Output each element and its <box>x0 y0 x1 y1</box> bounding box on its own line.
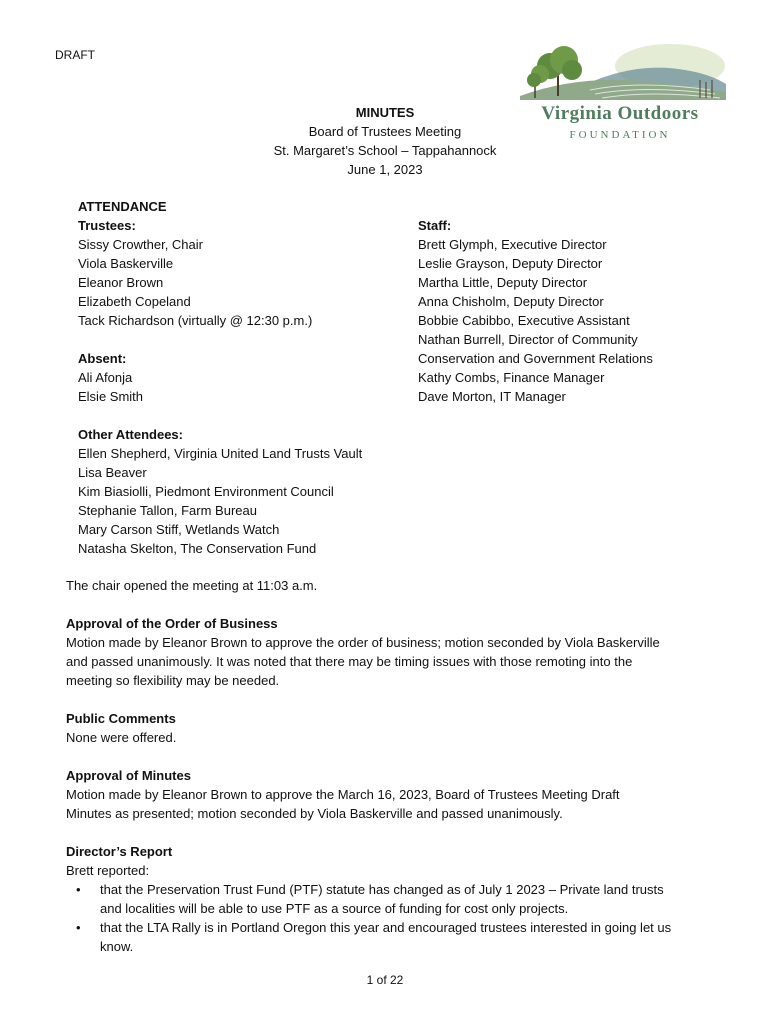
order-line: and passed unanimously. It was noted that there may be timing issues with those remoting into the <box>66 654 633 669</box>
others-label: Other Attendees: <box>78 427 183 442</box>
other-attendee-item: Kim Biasiolli, Piedmont Environment Council <box>78 484 334 499</box>
opening-statement: The chair opened the meeting at 11:03 a.m. <box>66 578 318 593</box>
bullet-line: know. <box>100 939 134 954</box>
other-attendee-item: Stephanie Tallon, Farm Bureau <box>78 503 257 518</box>
absent-item: Elsie Smith <box>78 389 144 404</box>
trustee-item: Viola Baskerville <box>78 256 174 271</box>
staff-item: Leslie Grayson, Deputy Director <box>418 256 603 271</box>
staff-item: Brett Glymph, Executive Director <box>418 237 607 252</box>
trustee-item: Eleanor Brown <box>78 275 164 290</box>
spacer <box>78 406 362 425</box>
landscape-logo-icon <box>510 40 730 102</box>
staff-item: Nathan Burrell, Director of Community <box>418 332 638 347</box>
minutes-line: Minutes as presented; motion seconded by Viola Baskerville and passed unanimously. <box>66 806 563 821</box>
logo-name: Virginia Outdoors <box>541 103 699 124</box>
director-report-bullets <box>66 880 716 956</box>
heading-date: June 1, 2023 <box>347 162 423 177</box>
minutes-section <box>66 766 716 823</box>
order-section <box>66 614 716 690</box>
trustees-label: Trustees: <box>78 218 136 233</box>
attendance-left-column <box>78 197 362 558</box>
director-report-intro: Brett reported: <box>66 863 150 878</box>
draft-label: DRAFT <box>55 48 95 62</box>
bullet-line: and localities will be able to use PTF as a source of funding for cost only projects. <box>100 901 569 916</box>
absent-item: Ali Afonja <box>78 370 133 385</box>
bullet-line: • that the Preservation Trust Fund (PTF) statute has changed as of July 1 2023 – Private land trusts <box>100 882 664 897</box>
staff-item: Bobbie Cabibbo, Executive Assistant <box>418 313 630 328</box>
order-line: meeting so flexibility may be needed. <box>66 673 280 688</box>
other-attendee-item: Mary Carson Stiff, Wetlands Watch <box>78 522 280 537</box>
absent-label: Absent: <box>78 351 127 366</box>
spacer <box>78 330 362 349</box>
public-comments-line: None were offered. <box>66 730 177 745</box>
staff-item: Martha Little, Deputy Director <box>418 275 588 290</box>
bullet-line: • that the LTA Rally is in Portland Oregon this year and encouraged trustees interested in going let us <box>100 920 672 935</box>
list-item <box>66 918 716 956</box>
trustee-item: Sissy Crowther, Chair <box>78 237 203 252</box>
other-attendee-item: Lisa Beaver <box>78 465 147 480</box>
order-line: Motion made by Eleanor Brown to approve the order of business; motion seconded by Viola Baskerville <box>66 635 660 650</box>
document-heading <box>150 103 620 179</box>
other-attendee-item: Ellen Shepherd, Virginia United Land Trusts Vault <box>78 446 363 461</box>
trustee-item: Tack Richardson (virtually @ 12:30 p.m.) <box>78 313 313 328</box>
staff-label: Staff: <box>418 218 452 233</box>
staff-item: Conservation and Government Relations <box>418 351 653 366</box>
director-report-section <box>66 842 716 880</box>
staff-item: Dave Morton, IT Manager <box>418 389 566 404</box>
public-comments-section <box>66 709 716 747</box>
heading-location: St. Margaret’s School – Tappahannock <box>273 143 497 158</box>
order-title: Approval of the Order of Business <box>66 616 278 631</box>
page-number: 1 of 22 <box>366 973 404 987</box>
public-comments-title: Public Comments <box>66 711 176 726</box>
staff-item: Kathy Combs, Finance Manager <box>418 370 605 385</box>
staff-item: Anna Chisholm, Deputy Director <box>418 294 604 309</box>
minutes-title: Approval of Minutes <box>66 768 191 783</box>
logo-subtitle: FOUNDATION <box>569 129 671 141</box>
trustee-item: Elizabeth Copeland <box>78 294 191 309</box>
minutes-line: Motion made by Eleanor Brown to approve the March 16, 2023, Board of Trustees Meeting Draft <box>66 787 620 802</box>
heading-meeting: Board of Trustees Meeting <box>308 124 462 139</box>
heading-title: MINUTES <box>355 105 415 120</box>
attendance-title: ATTENDANCE <box>78 199 167 214</box>
attendance-staff-column <box>418 216 653 406</box>
director-report-title: Director’s Report <box>66 844 173 859</box>
other-attendee-item: Natasha Skelton, The Conservation Fund <box>78 541 317 556</box>
list-item <box>66 880 716 918</box>
